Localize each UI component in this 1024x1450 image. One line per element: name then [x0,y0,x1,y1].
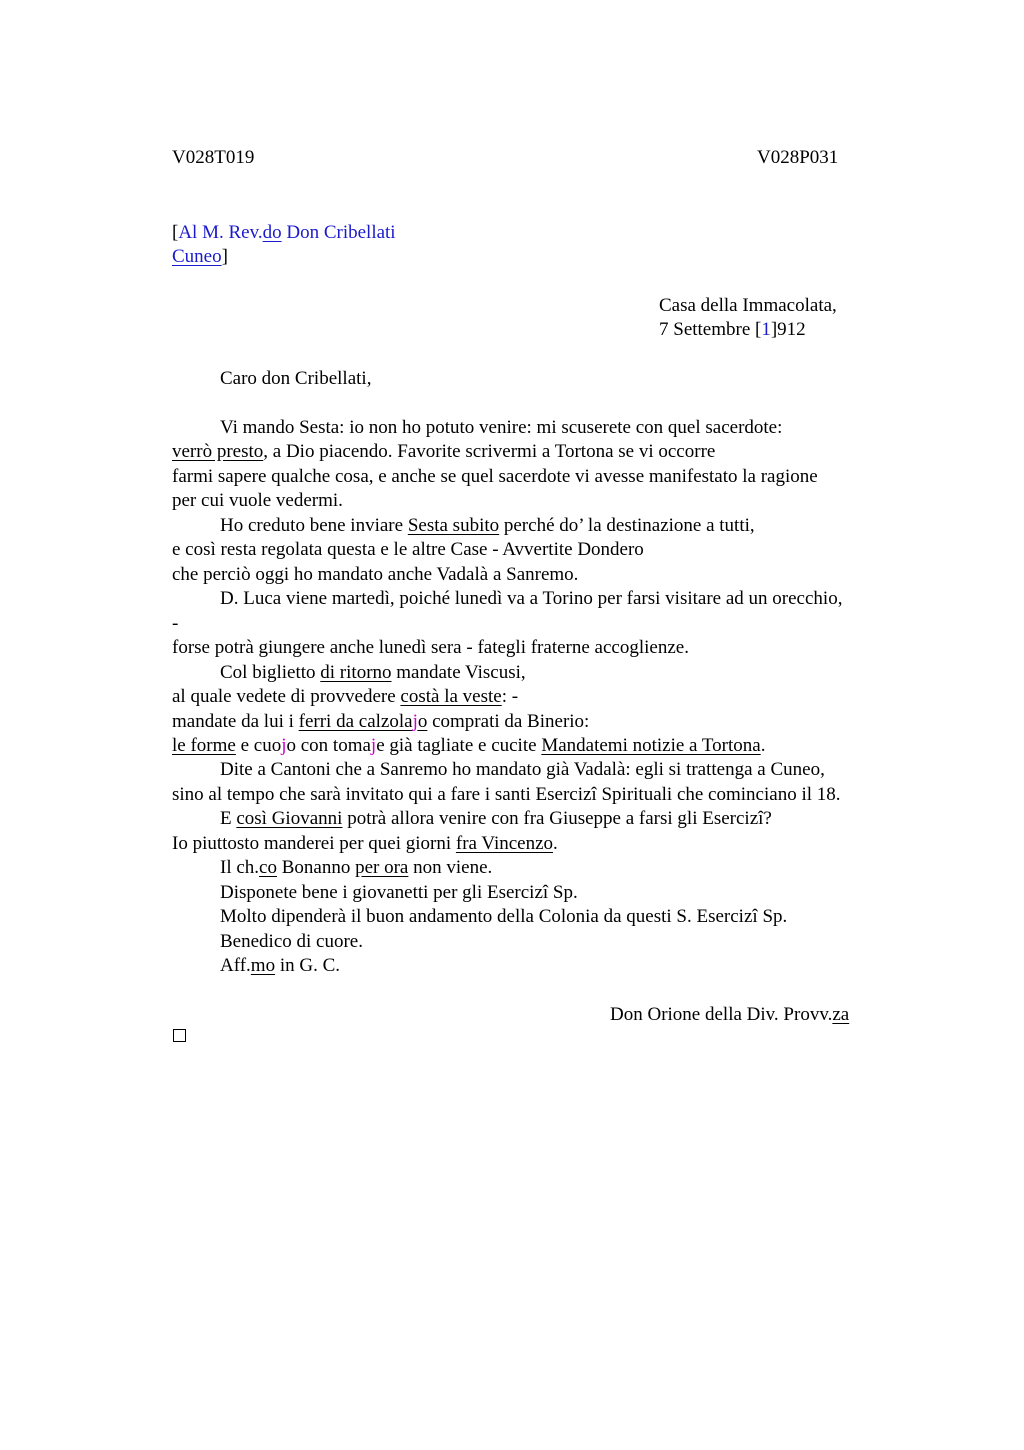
body-line: Vi mando Sesta: io non ho potuto venire: mi scuserete con quel sacerdote: [220,417,783,438]
body-line: mandate da lui i ferri da calzolajo comprati da Binerio: [172,711,590,732]
end-mark-square-icon [173,1029,186,1042]
body-line: per cui vuole vedermi. [172,490,343,511]
body-line: Disponete bene i giovanetti per gli Esercizi Sp. [220,882,578,903]
archive-code-right: V028P031 [757,147,839,168]
body-line: Ho creduto bene inviare Sesta subito perché do’ la destinazione a tutti, [220,515,755,536]
body-line: Molto dipenderà il buon andamento della Colonia da questi S. Esercizi Sp. [220,906,788,927]
archive-code-left: V028T019 [172,147,255,168]
body-line: Benedico di cuore. [220,931,363,952]
body-line: E così Giovanni potrà allora venire con fra Giuseppe a farsi gli Esercizi? [220,808,772,829]
body-line: - [172,613,179,634]
salutation: Caro don Cribellati, [220,368,372,389]
body-line: D. Luca viene martedì, poiché lunedì va a Torino per farsi visitare ad un orecchio, [220,588,843,609]
body-line: sino al tempo che sarà invitato qui a fare i santi Esercizi Spirituali che cominciano il 18. [172,784,841,805]
signature: Don Orione della Div. Provv.za [610,1004,850,1025]
date: 7 Settembre [1]912 [659,319,806,340]
body-line: Dite a Cantoni che a Sanremo ho mandato già Vadalà: egli si trattenga a Cuneo, [220,759,825,780]
body-line: forse potrà giungere anche lunedì sera - fategli fraterne accoglienze. [172,637,689,658]
body-line: Il ch.co Bonanno per ora non viene. [220,857,493,878]
closing: Aff.mo in G. C. [220,955,341,976]
body-line: e così resta regolata questa e le altre Case - Avvertite Dondero [172,539,644,560]
body-line: le forme e cuojo con tomaje già tagliate e cucite Mandatemi notizie a Tortona. [172,735,766,756]
place: Casa della Immacolata, [659,295,837,316]
body-line: verrò presto, a Dio piacendo. Favorite scrivermi a Tortona se vi occorre [172,441,716,462]
address-line-2: Cuneo] [172,246,228,267]
body-line: che perciò oggi ho mandato anche Vadalà a Sanremo. [172,564,579,585]
body-line: Col biglietto di ritorno mandate Viscusi, [220,662,526,683]
body-line: al quale vedete di provvedere costà la veste: - [172,686,519,707]
body-line: Io piuttosto manderei per quei giorni fra Vincenzo. [172,833,558,854]
address-line-1: [Al M. Rev.do Don Cribellati [172,222,396,243]
body-line: farmi sapere qualche cosa, e anche se quel sacerdote vi avesse manifestato la ragione [172,466,818,487]
